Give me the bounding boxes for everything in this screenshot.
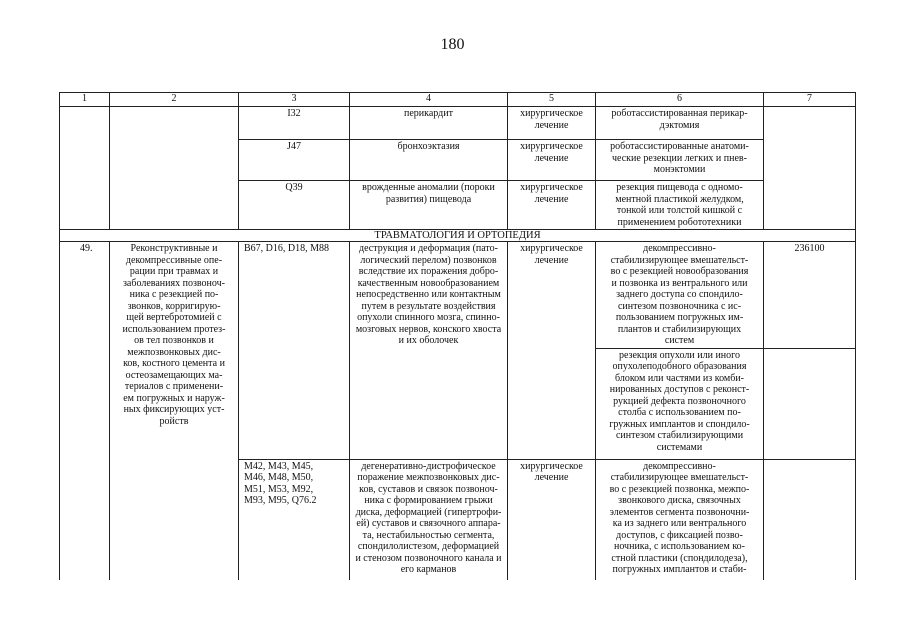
- treatment-type-cell: хирургическое лечение: [508, 140, 596, 181]
- column-number-4: 4: [350, 93, 508, 107]
- continued-number-cell: [60, 107, 110, 230]
- column-number-2: 2: [110, 93, 239, 107]
- price-cell-empty: [764, 348, 856, 459]
- price-cell: 236100: [764, 242, 856, 349]
- section-row: [60, 230, 856, 242]
- code-cell: J47: [239, 140, 350, 181]
- services-table: [59, 92, 856, 580]
- diagnosis-cell: бронхоэктазия: [350, 140, 508, 181]
- treatment-type-cell: хирургическое лечение: [508, 459, 596, 580]
- column-number-1: 1: [60, 93, 110, 107]
- treatment-type-cell: хирургическое лечение: [508, 242, 596, 460]
- table-row: [60, 107, 856, 140]
- section-title: ТРАВМАТОЛОГИЯ И ОРТОПЕДИЯ: [60, 230, 856, 242]
- treatment-type-cell: хирургическое лечение: [508, 181, 596, 230]
- diagnosis-cell: перикардит: [350, 107, 508, 140]
- treatment-method-cell: резекция пищевода с одномо- ментной пластикой желудком, тонкой или толстой кишкой с применением робототехники: [596, 181, 764, 230]
- item-number: 49.: [60, 242, 110, 580]
- item-name: Реконструктивные и декомпрессивные опе- рации при травмах и заболеваниях позвоноч- ника с резекцией по- звонков, корригирую- щей вертебротомией с использованием протез- ов тел позвонков и межпозвонковых дис- ков, костного цемента и остеозамещающих ма- териалов с применени- ем погружных и наруж- ных фиксирующих уст- ройств: [110, 242, 239, 580]
- treatment-method-cell: резекция опухоли или иного опухолеподобного образования блоком или частями из комби- нированных доступов с реконст- рукцией дефекта позвоночного столба с использованием по- гружных имплантов и спондило- синтезом стабилизирующими системами: [596, 348, 764, 459]
- treatment-method-cell: роботассистированные анатоми- ческие резекции легких и пнев- монэктомии: [596, 140, 764, 181]
- code-cell: Q39: [239, 181, 350, 230]
- treatment-method-cell: декомпрессивно- стабилизирующее вмешательст- во с резекцией позвонка, межпо- звонкового диска, связочных элементов сегмента позвоночни- ка из заднего или вентрального доступов, с фиксацией позво- ночника, с использованием ко- стной пластики (спондилодеза), погружных имплантов и стаби-: [596, 459, 764, 580]
- column-number-5: 5: [508, 93, 596, 107]
- page-number: 180: [440, 36, 465, 53]
- table-row: [60, 242, 856, 349]
- diagnosis-cell: деструкция и деформация (пато- логический перелом) позвонков вследствие их поражения добро- качественным новообразованием непосредственно или контактным путем в результате воздействия опухоли спинного мозга, спинно- мозговых нервов, конского хвоста и их оболочек: [350, 242, 508, 460]
- treatment-method-cell: роботассистированная перикар- дэктомия: [596, 107, 764, 140]
- column-number-7: 7: [764, 93, 856, 107]
- price-cell-empty: [764, 459, 856, 580]
- column-number-6: 6: [596, 93, 764, 107]
- code-cell: M42, M43, M45, M46, M48, M50, M51, M53, M92, M93, M95, Q76.2: [239, 459, 350, 580]
- treatment-type-cell: хирургическое лечение: [508, 107, 596, 140]
- continued-price-cell: [764, 107, 856, 230]
- code-cell: I32: [239, 107, 350, 140]
- column-number-row: [60, 93, 856, 107]
- code-cell: B67, D16, D18, M88: [239, 242, 350, 460]
- continued-name-cell: [110, 107, 239, 230]
- treatment-method-cell: декомпрессивно- стабилизирующее вмешательст- во с резекцией новообразования и позвонка из вентрального или заднего доступа со спондило- синтезом позвоночника с ис- пользованием погружных им- плантов и стабилизирующих систем: [596, 242, 764, 349]
- diagnosis-cell: дегенеративно-дистрофическое поражение межпозвонковых дис- ков, суставов и связок позвоноч- ника с формированием грыжи диска, деформацией (гипертрофи- ей) суставов и связочного аппара- та, нестабильностью сегмента, спондилолистезом, деформацией и стенозом позвоночного канала и его карманов: [350, 459, 508, 580]
- column-number-3: 3: [239, 93, 350, 107]
- diagnosis-cell: врожденные аномалии (пороки развития) пищевода: [350, 181, 508, 230]
